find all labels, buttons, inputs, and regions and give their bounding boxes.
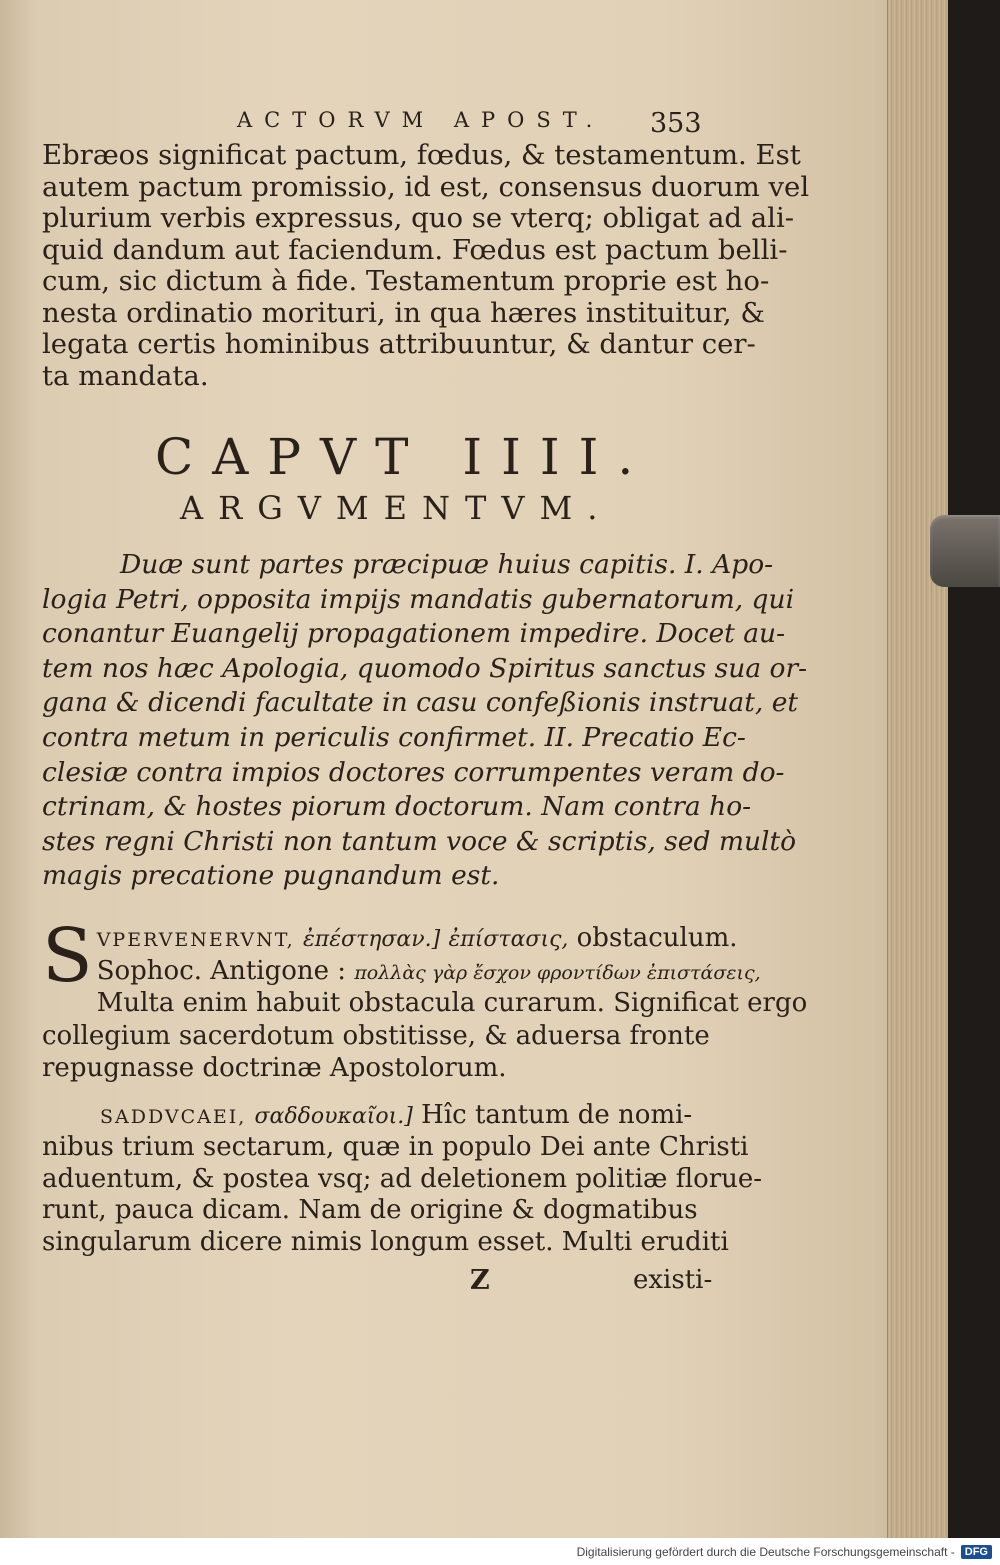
text-line: conantur Euangelij propagationem impedire. Docet au- — [42, 618, 786, 650]
greek-word: σαδδουκαῖοι.] — [254, 1104, 413, 1129]
page-clip — [930, 515, 1000, 587]
text-line: tem nos hæc Apologia, quomodo Spiritus sanctus sua or- — [42, 652, 808, 684]
text-line: nesta ordinatio morituri, in qua hæres instituitur, & — [42, 296, 765, 329]
text-fragment: obstaculum. — [576, 923, 738, 953]
footer-credit: Digitalisierung gefördert durch die Deutsche Forschungsgemeinschaft - — [576, 1544, 955, 1559]
text-fragment: Hîc tantum de nomi- — [421, 1100, 693, 1130]
text-line: clesiæ contra impios doctores corrumpentes veram do- — [42, 756, 785, 788]
catchword: existi- — [633, 1265, 713, 1295]
text-line: contra metum in periculis confirmet. II. Precatio Ec- — [42, 721, 746, 753]
text-line: ctrinam, & hostes piorum doctorum. Nam contra ho- — [42, 791, 752, 823]
footer-bar — [0, 1538, 1000, 1565]
text-fragment: Sophoc. Antigone : — [96, 955, 347, 986]
text-line: logia Petri, opposita impijs mandatis gubernatorum, qui — [42, 583, 795, 615]
running-head — [0, 108, 948, 138]
commentary-paragraph — [42, 913, 808, 1085]
page-fore-edge — [887, 0, 948, 1538]
text-line: Multa enim habuit obstacula curarum. Significat ergo — [96, 988, 808, 1018]
text-line: aduentum, & postea vsq; ad deletionem politiæ floruе- — [42, 1163, 763, 1194]
text-line: singularum dicere nimis longum esset. Multi eruditi — [42, 1227, 729, 1258]
body-paragraph — [42, 139, 810, 392]
text-line: cum, sic dictum à fide. Testamentum proprie est ho- — [42, 265, 770, 297]
lemma: VPERVENERVNT, — [96, 929, 295, 951]
text-line: plurium verbis expressus, quo se vterq; obligat ad ali- — [42, 202, 795, 234]
commentary-paragraph-2 — [42, 1100, 763, 1259]
text-line: runt, pauca dicam. Nam de origine & dogmatibus — [42, 1195, 698, 1226]
argument-paragraph — [42, 548, 808, 894]
greek-word: ἐπέστησαν.] — [302, 927, 441, 952]
text-line: collegium sacerdotum obstitisse, & aduersa fronte — [42, 1020, 710, 1051]
chapter-subheading: ARGVMENTVM. — [180, 489, 613, 527]
text-line: quid dandum aut faciendum. Fœdus est pactum belli- — [42, 233, 788, 266]
text-line: nibus trium sectarum, quæ in populo Dei ante Christi — [42, 1131, 749, 1162]
text-line: stes regni Christi non tantum voce & scriptis, sed multò — [42, 825, 797, 857]
text-line: repugnasse doctrinæ Apostolorum. — [42, 1053, 507, 1083]
page-number: 353 — [650, 108, 702, 139]
greek-word: ἐπίστασις, — [448, 927, 569, 952]
text-line: Duæ sunt partes præcipuæ huius capitis. I. Apo- — [120, 549, 774, 580]
dfg-logo: DFG — [961, 1545, 992, 1559]
lemma: SADDVCAEI, — [100, 1106, 247, 1128]
drop-cap: S — [42, 913, 93, 999]
text-line: legata certis hominibus attribuuntur, & dantur cer- — [42, 328, 756, 360]
signature-mark: Z — [470, 1265, 490, 1296]
text-line: gana & dicendi facultate in casu confeßionis instruat, et — [42, 687, 799, 719]
text-line: Ebræos significat pactum, fœdus, & testamentum. Est — [42, 139, 801, 171]
text-line: ta mandata. — [42, 359, 209, 392]
text-line: magis precatione pugnandum est. — [42, 860, 500, 892]
running-head-title: ACTORVM APOST. — [237, 108, 605, 132]
text-line: autem pactum promissio, id est, consensus duorum vel — [42, 170, 810, 203]
greek-quote: πολλὰς γὰρ ἔσχον φροντίδων ἐπιστάσεις, — [354, 961, 761, 984]
chapter-heading: CAPVT IIII. — [155, 428, 653, 486]
